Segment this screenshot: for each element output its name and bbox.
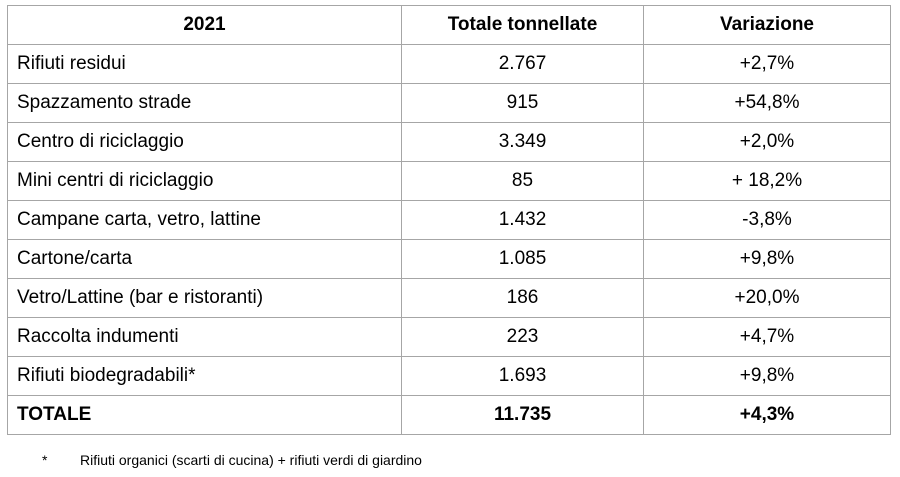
row-name: Mini centri di riciclaggio	[8, 162, 402, 201]
row-name: Vetro/Lattine (bar e ristoranti)	[8, 279, 402, 318]
row-total: 1.432	[402, 201, 644, 240]
row-total: 915	[402, 84, 644, 123]
footnote	[42, 452, 422, 468]
row-name: Spazzamento strade	[8, 84, 402, 123]
table-row	[8, 162, 891, 201]
row-change: +9,8%	[644, 357, 891, 396]
row-change: +54,8%	[644, 84, 891, 123]
table-row	[8, 84, 891, 123]
header-row	[8, 6, 891, 45]
total-row	[8, 396, 891, 435]
table-row	[8, 123, 891, 162]
row-change: +2,7%	[644, 45, 891, 84]
row-name: Centro di riciclaggio	[8, 123, 402, 162]
header-year: 2021	[8, 6, 402, 45]
footnote-marker: *	[42, 452, 48, 468]
table-row	[8, 318, 891, 357]
row-change: +4,7%	[644, 318, 891, 357]
row-name: Campane carta, vetro, lattine	[8, 201, 402, 240]
row-total: 1.085	[402, 240, 644, 279]
header-change: Variazione	[644, 6, 891, 45]
total-tonnes: 11.735	[402, 396, 644, 435]
row-change: +2,0%	[644, 123, 891, 162]
row-change: -3,8%	[644, 201, 891, 240]
row-name: Raccolta indumenti	[8, 318, 402, 357]
table-row	[8, 357, 891, 396]
row-change: +20,0%	[644, 279, 891, 318]
row-total: 85	[402, 162, 644, 201]
row-total: 3.349	[402, 123, 644, 162]
row-name: Rifiuti residui	[8, 45, 402, 84]
waste-table	[7, 5, 891, 435]
total-change: +4,3%	[644, 396, 891, 435]
total-label: TOTALE	[8, 396, 402, 435]
row-total: 1.693	[402, 357, 644, 396]
table-row	[8, 201, 891, 240]
table-row	[8, 240, 891, 279]
table-row	[8, 279, 891, 318]
row-change: +9,8%	[644, 240, 891, 279]
footnote-text: Rifiuti organici (scarti di cucina) + rifiuti verdi di giardino	[80, 452, 422, 468]
row-change: + 18,2%	[644, 162, 891, 201]
row-name: Rifiuti biodegradabili*	[8, 357, 402, 396]
row-total: 2.767	[402, 45, 644, 84]
header-total-tonnes: Totale tonnellate	[402, 6, 644, 45]
table-row	[8, 45, 891, 84]
row-total: 223	[402, 318, 644, 357]
row-total: 186	[402, 279, 644, 318]
row-name: Cartone/carta	[8, 240, 402, 279]
